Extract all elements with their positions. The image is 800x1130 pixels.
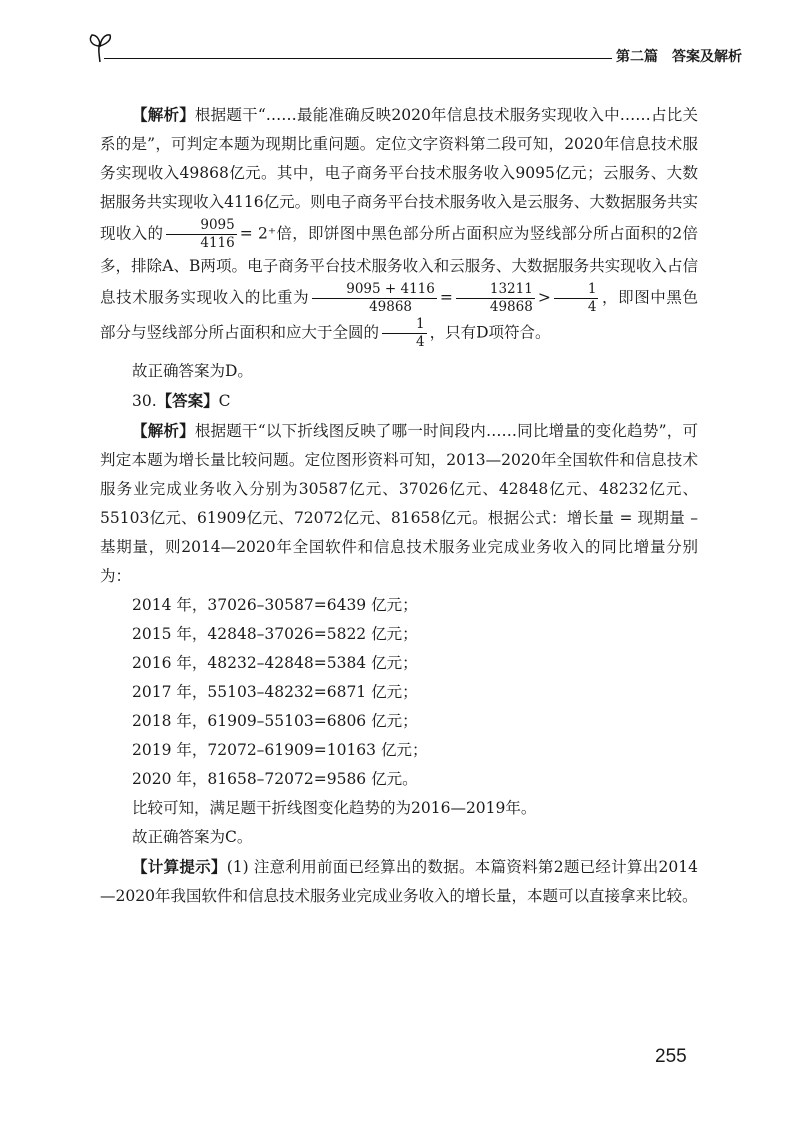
calculation-line: 2019 年，72072–61909=10163 亿元； <box>132 741 428 759</box>
analysis-text: = 2⁺倍，即饼图中黑色部分所占面积应为竖线部分所占面积的2倍多，排除A、B两项。电子商务平台技术服务收入和云服务、大数据服务共实现收入占信息技术服务实现收入的比重为 <box>100 224 698 307</box>
answer-conclusion-29: 故正确答案为D。 <box>132 362 253 380</box>
analysis-text: 根据题干“以下折线图反映了哪一时间段内……同比增量的变化趋势”，可判定本题为增长量比较问题。定位图形资料可知，2013—2020年全国软件和信息技术服务业完成业务收入分别为30587亿元、37026亿元、42848亿元、48232亿元、55103亿元、61909亿元、72072亿元、81658亿元。根据公式：增长量 = 现期量 – 基期量，则2014—2020年全国软件和信息技术服务业完成业务收入的同比增量分别为： <box>100 422 698 585</box>
tip-text: (1) 注意利用前面已经算出的数据。本篇资料第2题已经计算出2014—2020年我国软件和信息技术服务业完成业务收入的增长量，本题可以直接拿来比较。 <box>100 858 698 905</box>
calculation-line: 2017 年，55103–48232=6871 亿元； <box>132 683 418 701</box>
running-header <box>86 30 742 80</box>
page-number: 255 <box>655 1046 687 1067</box>
fraction-denominator: 49868 <box>489 299 533 315</box>
fraction-denominator: 4 <box>587 299 597 315</box>
section-title: 第二篇 答案及解析 <box>616 49 742 65</box>
fraction-denominator: 49868 <box>369 299 413 315</box>
analysis-text: ，只有D项符合。 <box>429 323 551 342</box>
paragraph-analysis-30 <box>100 416 698 591</box>
calculation-tip <box>100 852 698 911</box>
calculation-line: 2015 年，42848–37026=5822 亿元； <box>132 625 418 643</box>
calculation-line: 2018 年，61909–55103=6806 亿元； <box>132 712 418 730</box>
question-number: 30. <box>132 392 157 410</box>
analysis-label: 【解析】 <box>132 105 195 124</box>
fraction-numerator: 9095 <box>166 217 236 235</box>
analysis-text: 根据题干“……最能准确反映2020年信息技术服务实现收入中……占比关系的是”，可判定本题为现期比重问题。定位文字资料第二段可知，2020年信息技术服务实现收入49868亿元。其中，电子商务平台技术服务收入9095亿元；云服务、大数据服务共实现收入4116亿元。则电子商务平台技术服务收入是云服务、大数据服务共实现收入的 <box>100 106 698 243</box>
paragraph-analysis-29 <box>100 100 698 351</box>
equals-sign: = <box>439 288 453 307</box>
fraction-denominator: 4116 <box>200 235 235 251</box>
answer-heading-30 <box>100 386 698 416</box>
fraction-numerator: 1 <box>554 281 599 299</box>
analysis-label: 【解析】 <box>132 421 195 440</box>
fraction-numerator: 13211 <box>456 281 535 299</box>
calculation-line: 2020 年，81658–72072=9586 亿元。 <box>132 770 418 788</box>
fraction <box>382 316 427 351</box>
calculation-line: 2016 年，48232–42848=5384 亿元； <box>132 654 418 672</box>
page-body <box>100 100 698 911</box>
header-rule <box>104 58 612 59</box>
fraction-numerator: 1 <box>382 316 427 334</box>
leaf-logo-icon <box>86 32 116 68</box>
calculation-line: 2014 年，37026–30587=6439 亿元； <box>132 596 418 614</box>
fraction-numerator: 9095 + 4116 <box>312 281 437 299</box>
fraction <box>554 281 599 316</box>
answer-label: 【答案】 <box>156 391 219 410</box>
comparison-conclusion: 比较可知，满足题干折线图变化趋势的为2016—2019年。 <box>132 799 537 817</box>
answer-value: C <box>218 392 231 410</box>
answer-conclusion-30: 故正确答案为C。 <box>132 828 253 846</box>
calculation-list <box>100 591 698 794</box>
tip-label: 【计算提示】 <box>132 857 227 876</box>
fraction <box>456 281 535 316</box>
fraction <box>166 217 236 252</box>
greater-than-sign: > <box>537 288 551 307</box>
fraction-denominator: 4 <box>416 334 425 350</box>
analysis-text: ，即图中黑色部分与竖线部分所占面积和应大于全圆的 <box>100 288 698 342</box>
fraction <box>312 281 437 316</box>
